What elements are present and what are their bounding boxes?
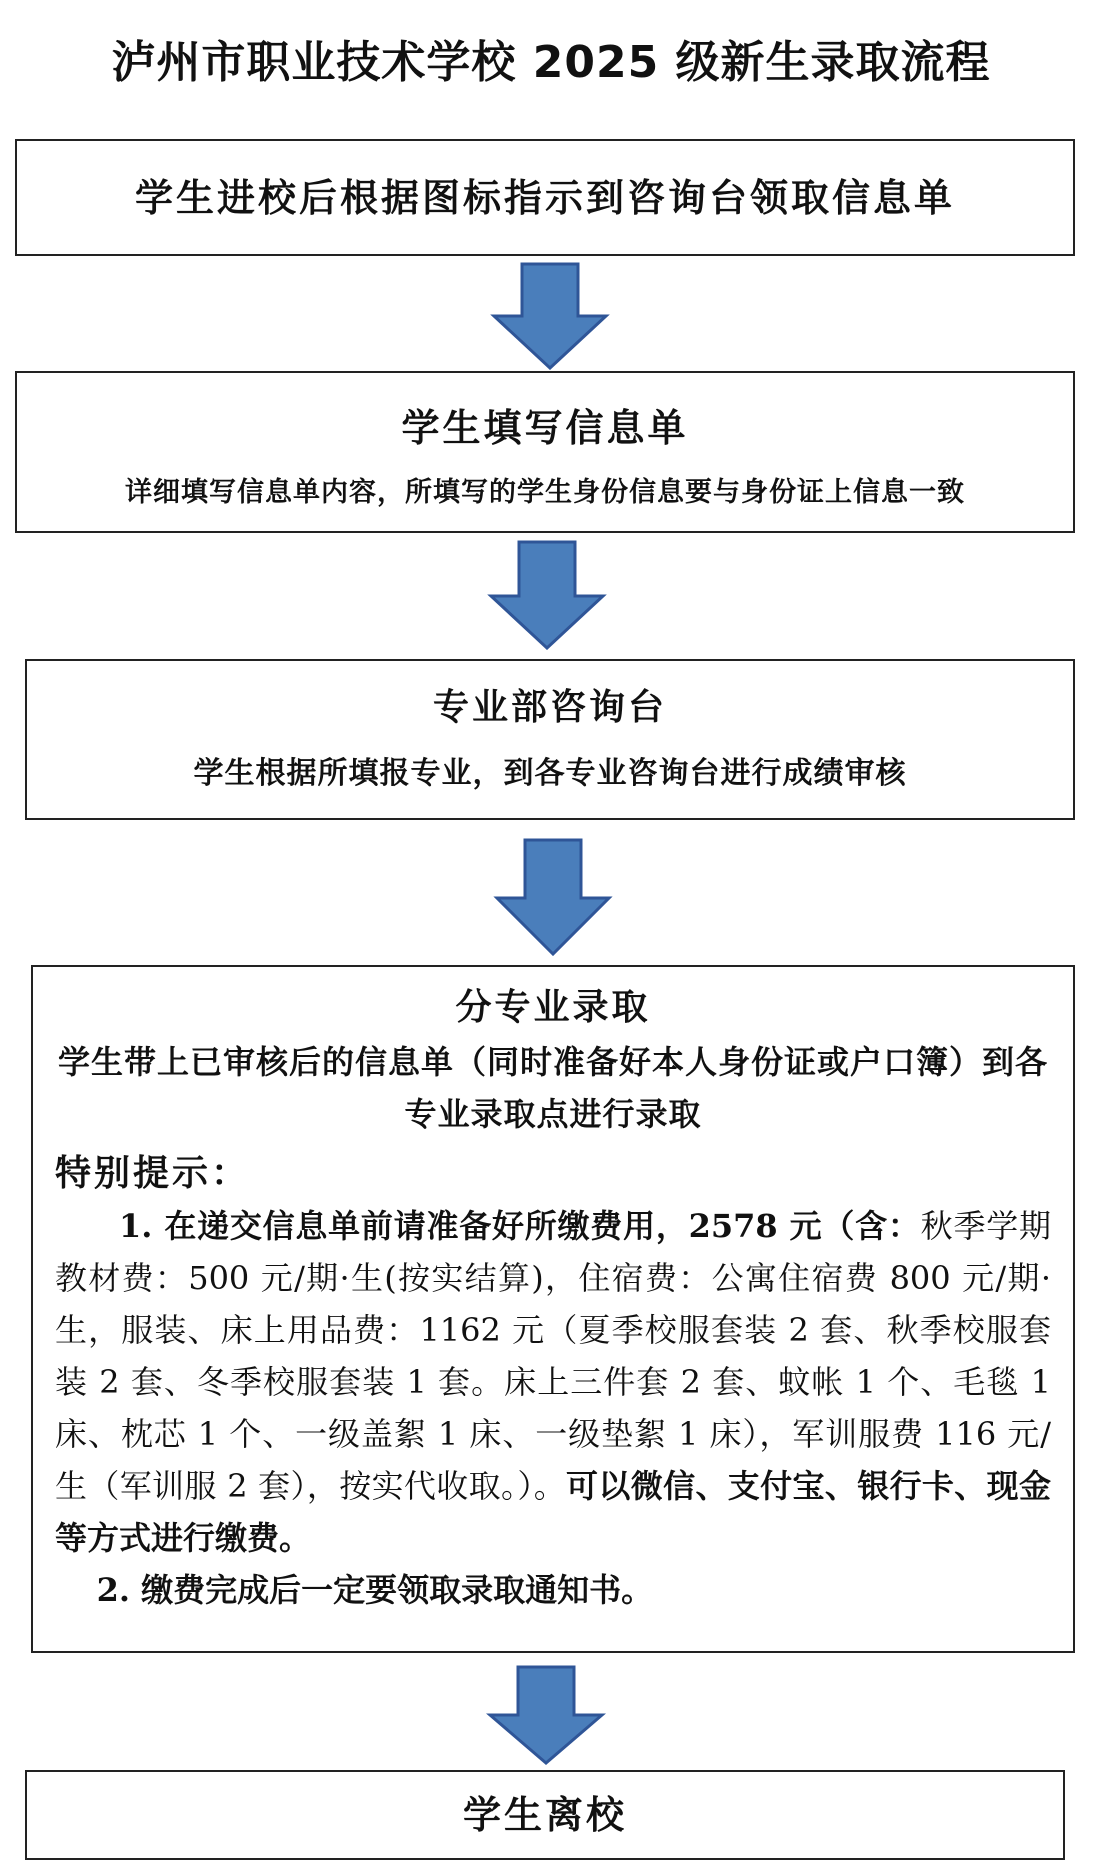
- tip-1: [55, 1200, 1051, 1564]
- down-arrow-icon: [487, 540, 607, 650]
- step-1-heading: 学生进校后根据图标指示到咨询台领取信息单: [134, 175, 955, 220]
- down-arrow-icon: [490, 262, 610, 370]
- tip-1-tail: 可以微信、支付宝、银行卡、现金等方式进行缴费。: [55, 1467, 1051, 1557]
- step-1-box: [15, 139, 1075, 256]
- down-arrow-icon: [486, 1665, 606, 1765]
- step-4-box: [31, 965, 1075, 1653]
- special-tips-title: 特别提示：: [55, 1152, 251, 1194]
- down-arrow-icon: [493, 838, 613, 956]
- step-2-heading: 学生填写信息单: [401, 405, 689, 450]
- step-4-heading: 分专业录取: [455, 986, 651, 1028]
- tip-1-detail: 秋季学期教材费：500 元/期·生(按实结算)，住宿费：公寓住宿费 800 元/期·生，服装、床上用品费：1162 元（夏季校服套装 2 套、秋季校服套装 2 套、冬季校服套装 1 套。床上三件套 2 套、蚊帐 1 个、毛毯 1 床、枕芯 1 个、一级盖絮 1 床、一级垫絮 1 床），军训服费 116 元/生（军训服 2 套），按实代收取。）。: [55, 1207, 1051, 1505]
- page-title: 泸州市职业技术学校 2025 级新生录取流程: [111, 37, 991, 88]
- step-3-description: 学生根据所填报专业，到各专业咨询台进行成绩审核: [193, 756, 907, 791]
- step-3-heading: 专业部咨询台: [432, 686, 667, 728]
- step-2-description: 详细填写信息单内容，所填写的学生身份信息要与身份证上信息一致: [125, 477, 965, 508]
- step-2-box: [15, 371, 1075, 533]
- step-5-box: [25, 1770, 1065, 1860]
- tip-2: 2. 缴费完成后一定要领取录取通知书。: [96, 1571, 654, 1609]
- step-3-box: [25, 659, 1075, 820]
- tip-1-lead: 1. 在递交信息单前请准备好所缴费用，2578 元（含：: [119, 1207, 921, 1245]
- step-4-description: 学生带上已审核后的信息单（同时准备好本人身份证或户口簿）到各专业录取点进行录取: [57, 1043, 1048, 1133]
- step-5-heading: 学生离校: [462, 1792, 627, 1837]
